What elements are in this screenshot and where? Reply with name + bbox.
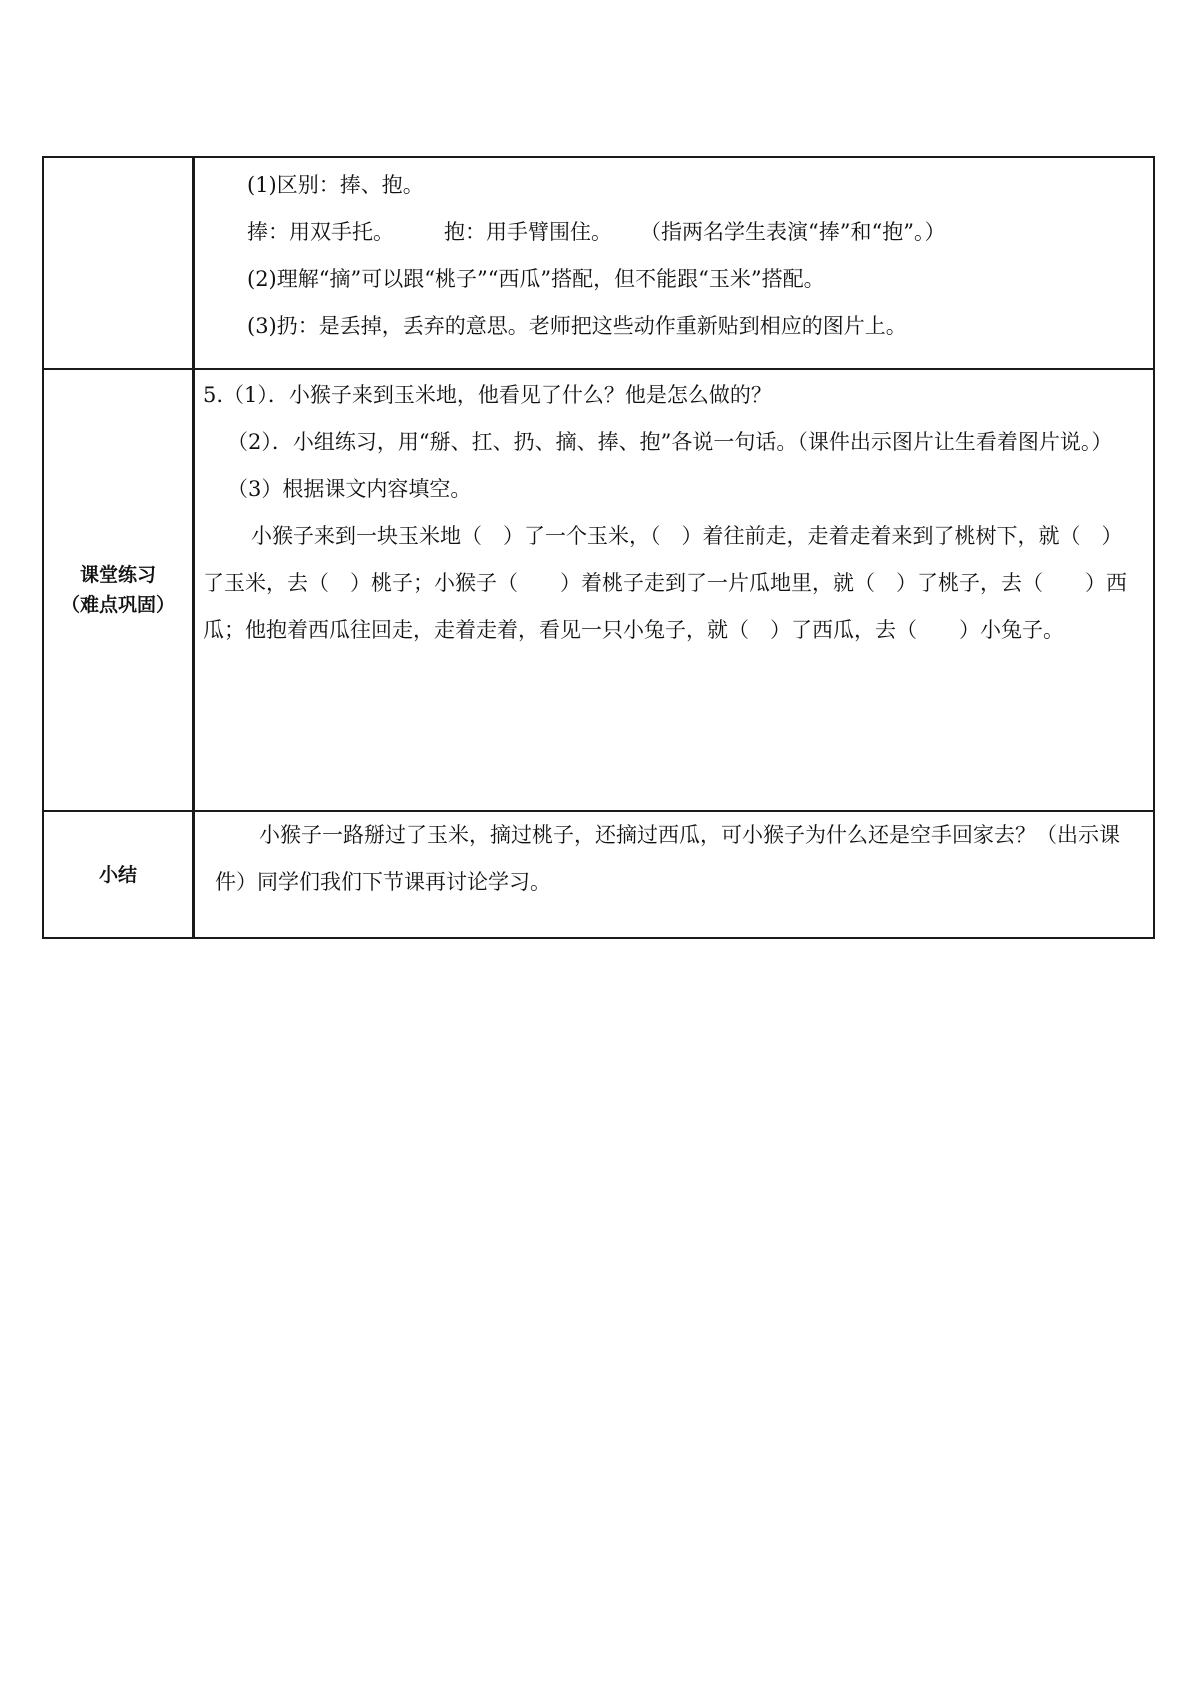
question-3: （3）根据课文内容填空。: [227, 477, 472, 501]
definition-bao: 抱：用手臂围住。: [444, 220, 612, 244]
content-line: (2)理解“摘”可以跟“桃子”“西瓜”搭配，但不能跟“玉米”搭配。: [247, 267, 825, 291]
row-label-cell: [43, 811, 194, 938]
table-row: [43, 157, 1154, 369]
fill-in-passage-text: 小猴子来到一块玉米地（ ）了一个玉米，（ ）着往前走，走着走着来到了桃树下，就（ ）了玉米，去（ ）桃子；小猴子（ ）着桃子走到了一片瓜地里，就（ ）了桃子，去（ ）西瓜；他抱着西瓜往回走，走着走着，看见一只小兔子，就（ ）了西瓜，去（ ）小兔子。: [203, 524, 1127, 642]
row-label-cell: [43, 157, 194, 369]
row-label-sub: （难点巩固）: [60, 594, 175, 616]
content-line: (3)扔：是丢掉，丢弃的意思。老师把这些动作重新贴到相应的图片上。: [247, 314, 907, 338]
table-row: [43, 369, 1154, 811]
performance-note: （指两名学生表演“捧”和“抱”。）: [640, 220, 946, 244]
row-content-cell: [194, 811, 1155, 938]
row-content-cell: [194, 157, 1155, 369]
row-content-cell: [194, 369, 1155, 811]
lesson-plan-table: [42, 156, 1155, 939]
fill-in-passage: [203, 513, 1133, 654]
summary-text-content: 小猴子一路掰过了玉米，摘过桃子，还摘过西瓜，可小猴子为什么还是空手回家去？（出示课件）同学们我们下节课再讨论学习。: [215, 823, 1120, 894]
row-label: 课堂练习: [79, 564, 156, 586]
table-row: [43, 811, 1154, 938]
question-2: [203, 419, 1133, 466]
question-2-text: （2）．小组练习，用“掰、扛、扔、摘、捧、抱”各说一句话。（课件出示图片让生看着图片说。）: [227, 430, 1113, 454]
content-line: (1)区别：捧、抱。: [247, 173, 424, 197]
row-label-cell: [43, 369, 194, 811]
row-label: 小结: [98, 863, 137, 886]
question-1: 5.（1）．小猴子来到玉米地，他看见了什么？他是怎么做的？: [203, 383, 772, 407]
content-line: [203, 209, 1133, 256]
summary-text: [215, 812, 1133, 906]
definition-peng: 捧：用双手托。: [247, 220, 394, 244]
